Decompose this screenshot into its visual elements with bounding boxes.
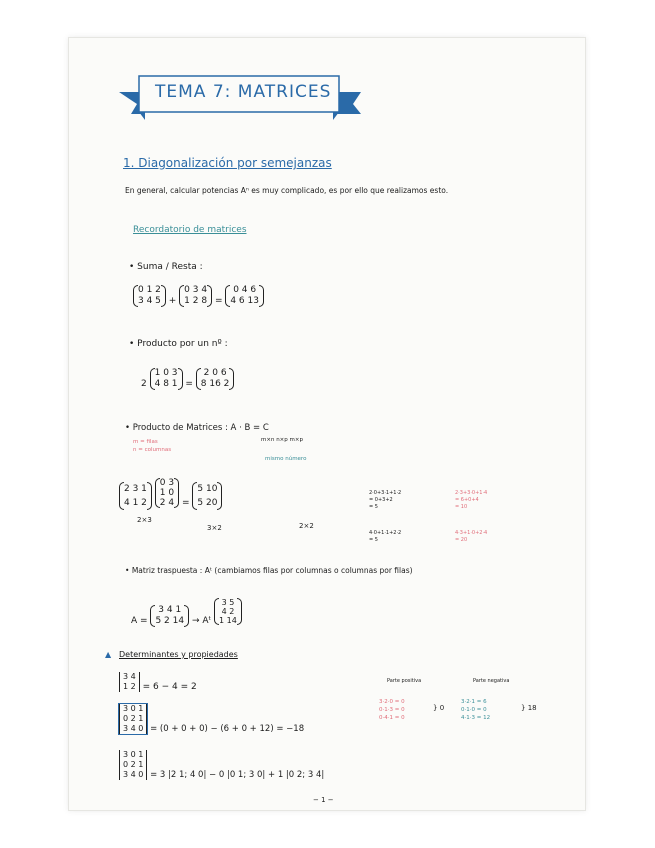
matrix-result: 0 4 6 4 6 13 bbox=[225, 285, 264, 307]
det3-matrix: 3 0 1 0 2 1 3 4 0 bbox=[119, 704, 147, 734]
producto-num-label: • Producto por un nº : bbox=[129, 339, 228, 349]
det3-result: = (0 + 0 + 0) − (6 + 0 + 12) = −18 bbox=[150, 724, 305, 734]
matrix-a: 1 0 3 4 8 1 bbox=[150, 368, 183, 390]
pos-label: Parte positiva bbox=[387, 678, 422, 684]
intro-text: En general, calcular potencias Aⁿ es muy complicado, es por ello que realizamos esto. bbox=[125, 186, 449, 195]
calc-block-1: 2·0+3·1+1·2 = 0+3+2 = 5 bbox=[369, 490, 402, 510]
page-title: TEMA 7: MATRICES bbox=[155, 82, 332, 102]
traspuesta-label-text: Matriz traspuesta : Aᵗ (cambiamos filas por columnas o columnas por filas) bbox=[131, 566, 413, 575]
calc-block-2: 2·3+3·0+1·4 = 6+0+4 = 10 bbox=[455, 490, 488, 510]
suma-label: • Suma / Resta : bbox=[129, 262, 203, 272]
a-name: A = bbox=[131, 616, 148, 626]
det2-matrix: 3 4 1 2 bbox=[119, 672, 140, 692]
matrix-a: 0 1 2 3 4 5 bbox=[133, 285, 166, 307]
det-heading-marker: ▲ bbox=[105, 650, 112, 659]
producto-mat-label: • Producto de Matrices : A · B = C bbox=[125, 423, 269, 433]
pos-sum: } 0 bbox=[433, 704, 445, 712]
matrix-at: 3 5 4 2 1 14 bbox=[214, 598, 242, 625]
recap-heading: Recordatorio de matrices bbox=[133, 225, 247, 235]
det3-expansion-text: = 3 |2 1; 4 0| − 0 |0 1; 3 0| + 1 |0 2; 3 4| bbox=[150, 770, 325, 780]
calc-block-3: 4·0+1·1+2·2 = 5 bbox=[369, 530, 402, 543]
producto-mat-equation: 2 3 1 4 1 2 0 3 1 0 2 4 = 5 10 5 20 bbox=[119, 478, 222, 510]
det3b-matrix: 3 0 1 0 2 1 3 4 0 bbox=[119, 750, 147, 780]
matrix-result: 2 0 6 8 16 2 bbox=[196, 368, 235, 390]
matrix-result: 5 10 5 20 bbox=[192, 482, 222, 510]
dim-b: 3×2 bbox=[207, 524, 222, 532]
suma-equation: 0 1 2 3 4 5 + 0 3 4 1 2 8 = 0 4 6 4 6 13 bbox=[133, 285, 264, 307]
notebook-page bbox=[68, 37, 586, 811]
producto-num-equation: 2 1 0 3 4 8 1 = 2 0 6 8 16 2 bbox=[141, 368, 234, 390]
neg-sum: } 18 bbox=[521, 704, 537, 712]
det3-expansion bbox=[119, 750, 324, 780]
det3-equation bbox=[119, 704, 304, 734]
dim-r: 2×2 bbox=[299, 522, 314, 530]
matrix-a: 2 3 1 4 1 2 bbox=[119, 482, 152, 510]
note-cols: n = columnas bbox=[133, 447, 172, 453]
at-name: Aᵗ bbox=[202, 616, 212, 626]
suma-label-text: Suma / Resta : bbox=[137, 262, 203, 272]
traspuesta-label: • Matriz traspuesta : Aᵗ (cambiamos filas por columnas o columnas por filas) bbox=[125, 566, 413, 575]
neg-label: Parte negativa bbox=[473, 678, 510, 684]
page-number: − 1 − bbox=[313, 796, 334, 804]
scalar: 2 bbox=[141, 379, 147, 389]
calc-block-4: 4·3+1·0+2·4 = 20 bbox=[455, 530, 488, 543]
dims-top: m×n n×p m×p bbox=[261, 437, 303, 443]
note-rows: m = filas bbox=[133, 439, 158, 445]
neg-calc: 3·2·1 = 6 0·1·0 = 0 4·1·3 = 12 bbox=[461, 699, 491, 721]
det2-equation bbox=[119, 672, 197, 692]
producto-mat-label-text: Producto de Matrices : A · B = C bbox=[132, 423, 269, 433]
matrix-b: 0 3 1 0 2 4 bbox=[155, 478, 179, 508]
matrix-a: 3 4 1 5 2 14 bbox=[150, 605, 189, 627]
producto-num-label-text: Producto por un nº : bbox=[137, 339, 228, 349]
dim-a: 2×3 bbox=[137, 516, 152, 524]
traspuesta-equation: A = 3 4 1 5 2 14 → Aᵗ 3 5 4 2 1 14 bbox=[131, 598, 242, 627]
matrix-b: 0 3 4 1 2 8 bbox=[179, 285, 212, 307]
note-same: mismo número bbox=[265, 456, 307, 462]
section-heading: 1. Diagonalización por semejanzas bbox=[123, 156, 332, 170]
det-heading: Determinantes y propiedades bbox=[119, 650, 238, 659]
pos-calc: 3·2·0 = 0 0·1·3 = 0 0·4·1 = 0 bbox=[379, 699, 405, 721]
det2-result: = 6 − 4 = 2 bbox=[142, 682, 197, 692]
